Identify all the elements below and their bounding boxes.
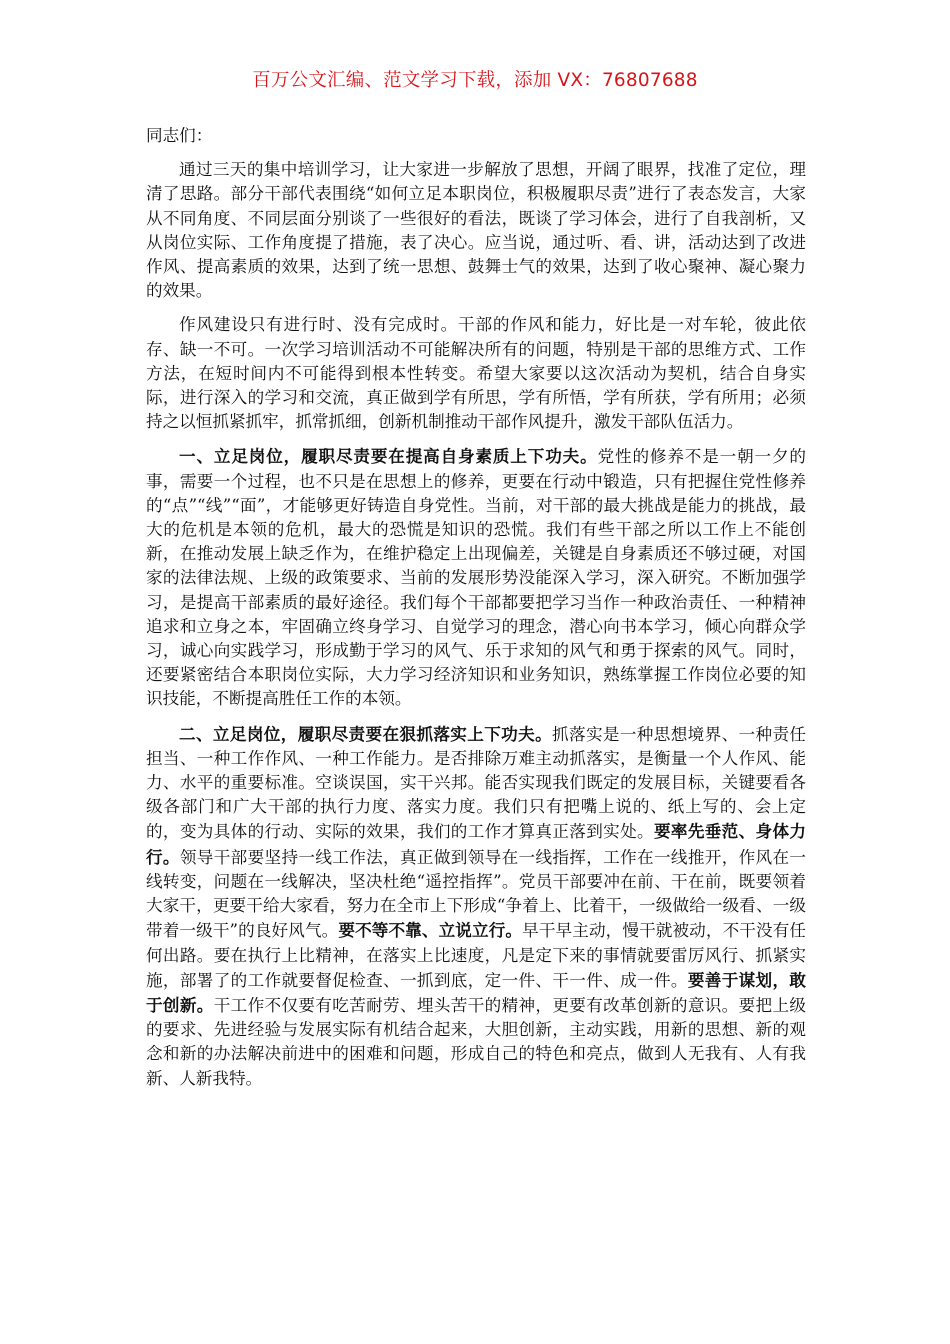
promo-banner: 百万公文汇编、范文学习下载，添加 VX：76807688 (252, 70, 698, 91)
document-body (146, 124, 806, 1101)
section-two-text-4: 干工作不仅要有吃苦耐劳、埋头苦干的精神，更要有改革创新的意识。要把上级的要求、先进经验与发展实际有机结合起来，大胆创新，主动实践，用新的思想、新的观念和新的办法解决前进中的困难和问题，形成自己的特色和亮点，做到人无我有、人有我新、人新我特。 (146, 995, 807, 1088)
section-two-heading: 二、立足岗位，履职尽责要在狠抓落实上下功夫。 (179, 723, 553, 744)
section-two-bold-3: 要善于谋划，敢于创新。 (146, 969, 807, 1015)
section-two-text-1: 抓落实是一种思想境界、一种责任担当、一种工作作风、一种工作能力。是否排除万难主动抓落实，是衡量一个人作风、能力、水平的重要标准。空谈误国，实干兴邦。能否实现我们既定的发展目标，关键要看各级各部门和广大干部的执行力度、落实力度。我们只有把嘴上说的、纸上写的、会上定的，变为具体的行动、实际的效果，我们的工作才算真正落到实处。 (146, 724, 807, 842)
section-two-bold-2: 要不等不靠、立说立行。 (338, 920, 523, 941)
paragraph-section-one (146, 444, 806, 711)
paragraph-intro: 通过三天的集中培训学习，让大家进一步解放了思想，开阔了眼界，找准了定位，理清了思路。部分干部代表围绕“如何立足本职岗位，积极履职尽责”进行了表态发言，大家从不同角度、不同层面分别谈了一些很好的看法，既谈了学习体会，进行了自我剖析，又从岗位实际、工作角度提了措施，表了决心。应当说，通过听、看、讲，活动达到了改进作风、提高素质的效果，达到了统一思想、鼓舞士气的效果，达到了收心聚神、凝心聚力的效果。 (146, 160, 806, 301)
salutation: 同志们： (146, 126, 213, 145)
section-two-text-3: 早干早主动，慢干就被动，不干没有任何出路。要在执行上比精神，在落实上比速度，凡是定下来的事情就要雷厉风行、抓紧实施，部署了的工作就要督促检查、一抓到底，定一件、干一件、成一件。 (146, 921, 807, 990)
section-one-heading: 一、立足岗位，履职尽责要在提高自身素质上下功夫。 (179, 446, 598, 467)
section-two-text-2: 领导干部要坚持一线工作法，真正做到领导在一线指挥，工作在一线推开，作风在一线转变，问题在一线解决，坚决杜绝“遥控指挥”。党员干部要冲在前、干在前，既要领着大家干，更要干给大家看，努力在全市上下形成“争着上、比着干，一级做给一级看、一级带着一级干”的良好风气。 (146, 847, 807, 941)
section-one-text: 党性的修养不是一朝一夕的事，需要一个过程，也不只是在思想上的修养，更要在行动中锻造，只有把握住党性修养的“点”“线”“面”，才能够更好铸造自身党性。当前，对干部的最大挑战是能力的挑战，最大的危机是本领的危机，最大的恐慌是知识的恐慌。我们有些干部之所以工作上不能创新，在推动发展上缺乏作为，在维护稳定上出现偏差，关键是自身素质还不够过硬，对国家的法律法规、上级的政策要求、当前的发展形势没能深入学习，深入研究。不断加强学习，是提高干部素质的最好途径。我们每个干部都要把学习当作一种政治责任、一种精神追求和立身之本，牢固确立终身学习、自觉学习的理念，潜心向书本学习，倾心向群众学习，诚心向实践学习，形成勤于学习的风气、乐于求知的风气和勇于探索的风气。同时，还要紧密结合本职岗位实际，大力学习经济知识和业务知识，熟练掌握工作岗位必要的知识技能，不断提高胜任工作的本领。 (146, 447, 807, 709)
paragraph-section-two (146, 722, 806, 1091)
section-two-bold-1: 要率先垂范、身体力行。 (146, 821, 807, 867)
paragraph-style-building: 作风建设只有进行时、没有完成时。干部的作风和能力，好比是一对车轮，彼此依存、缺一不可。一次学习培训活动不可能解决所有的问题，特别是干部的思维方式、工作方法，在短时间内不可能得到根本性转变。希望大家要以这次活动为契机，结合自身实际，进行深入的学习和交流，真正做到学有所思，学有所悟，学有所获，学有所用；必须持之以恒抓紧抓牢，抓常抓细，创新机制推动干部作风提升，激发干部队伍活力。 (146, 315, 806, 432)
